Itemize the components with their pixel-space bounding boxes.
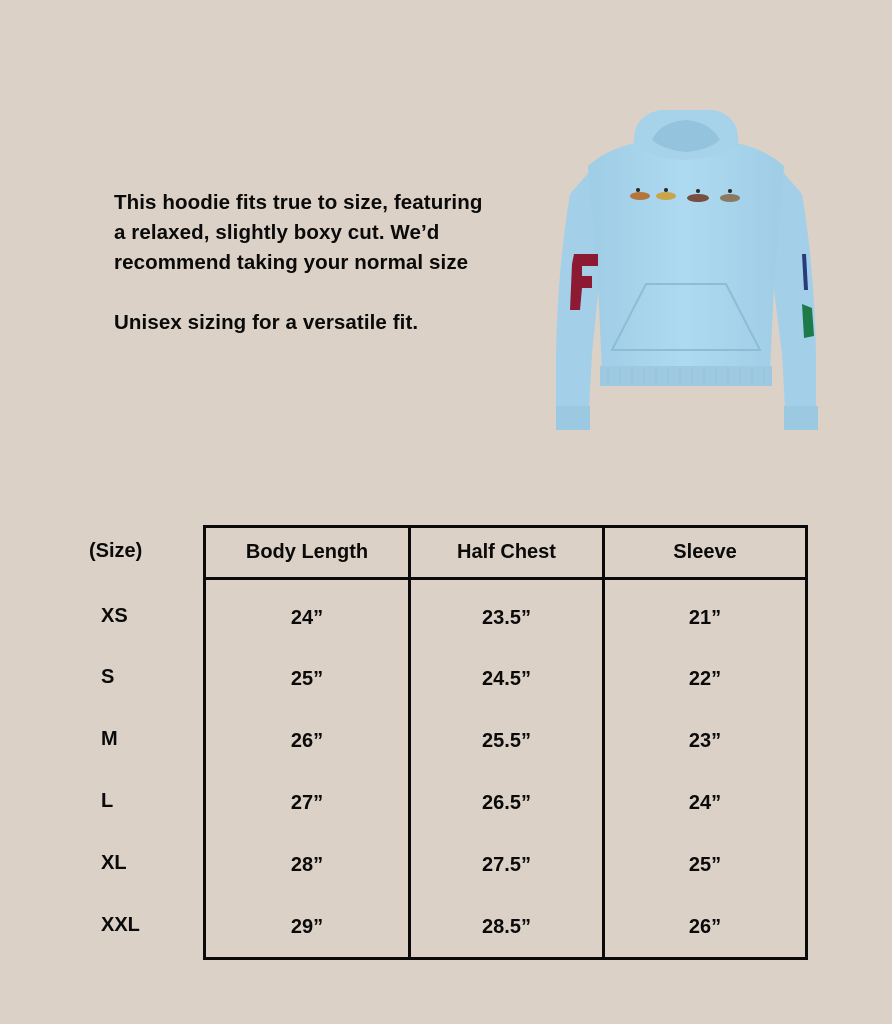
fit-description bbox=[114, 188, 534, 338]
table-cell: 28” bbox=[290, 854, 324, 876]
table-cell: 21” bbox=[688, 607, 722, 629]
fit-description-line-3: recommend taking your normal size bbox=[114, 251, 469, 274]
table-cell: 26” bbox=[290, 730, 324, 752]
table-cell: 22” bbox=[688, 668, 722, 690]
table-cell: 25.5” bbox=[482, 730, 531, 752]
table-cell: 24” bbox=[290, 607, 324, 629]
column-header-sleeve: Sleeve bbox=[673, 541, 737, 563]
table-cell: 26” bbox=[688, 916, 722, 938]
size-label-s: S bbox=[101, 666, 115, 688]
size-label-xl: XL bbox=[101, 852, 127, 874]
sleeve-column bbox=[605, 580, 805, 957]
unisex-note: Unisex sizing for a versatile fit. bbox=[114, 311, 419, 334]
size-chart-header-row bbox=[206, 528, 805, 580]
size-label-xxl: XXL bbox=[101, 914, 140, 936]
table-cell: 25” bbox=[290, 668, 324, 690]
table-cell: 27.5” bbox=[482, 854, 531, 876]
half-chest-column bbox=[411, 580, 605, 957]
table-cell: 24” bbox=[688, 792, 722, 814]
body-length-column bbox=[206, 580, 411, 957]
table-cell: 29” bbox=[290, 916, 324, 938]
table-cell: 27” bbox=[290, 792, 324, 814]
table-cell: 23.5” bbox=[482, 607, 531, 629]
table-cell: 23” bbox=[688, 730, 722, 752]
size-label-xs: XS bbox=[101, 605, 128, 627]
size-chart-table bbox=[203, 525, 808, 960]
table-cell: 26.5” bbox=[482, 792, 531, 814]
size-label-l: L bbox=[101, 790, 114, 812]
size-chart-body bbox=[206, 580, 805, 957]
column-header-body-length: Body Length bbox=[206, 528, 411, 577]
hoodie-image bbox=[548, 104, 824, 434]
size-column-header: (Size) bbox=[89, 540, 143, 562]
table-cell: 25” bbox=[688, 854, 722, 876]
hoodie-icon bbox=[548, 104, 824, 434]
column-header-half-chest: Half Chest bbox=[411, 528, 605, 577]
table-cell: 24.5” bbox=[482, 668, 531, 690]
fit-description-line-2: a relaxed, slightly boxy cut. We’d bbox=[114, 221, 440, 244]
size-label-m: M bbox=[101, 728, 118, 750]
fit-description-line-1: This hoodie fits true to size, featuring bbox=[114, 191, 483, 214]
table-cell: 28.5” bbox=[482, 916, 531, 938]
